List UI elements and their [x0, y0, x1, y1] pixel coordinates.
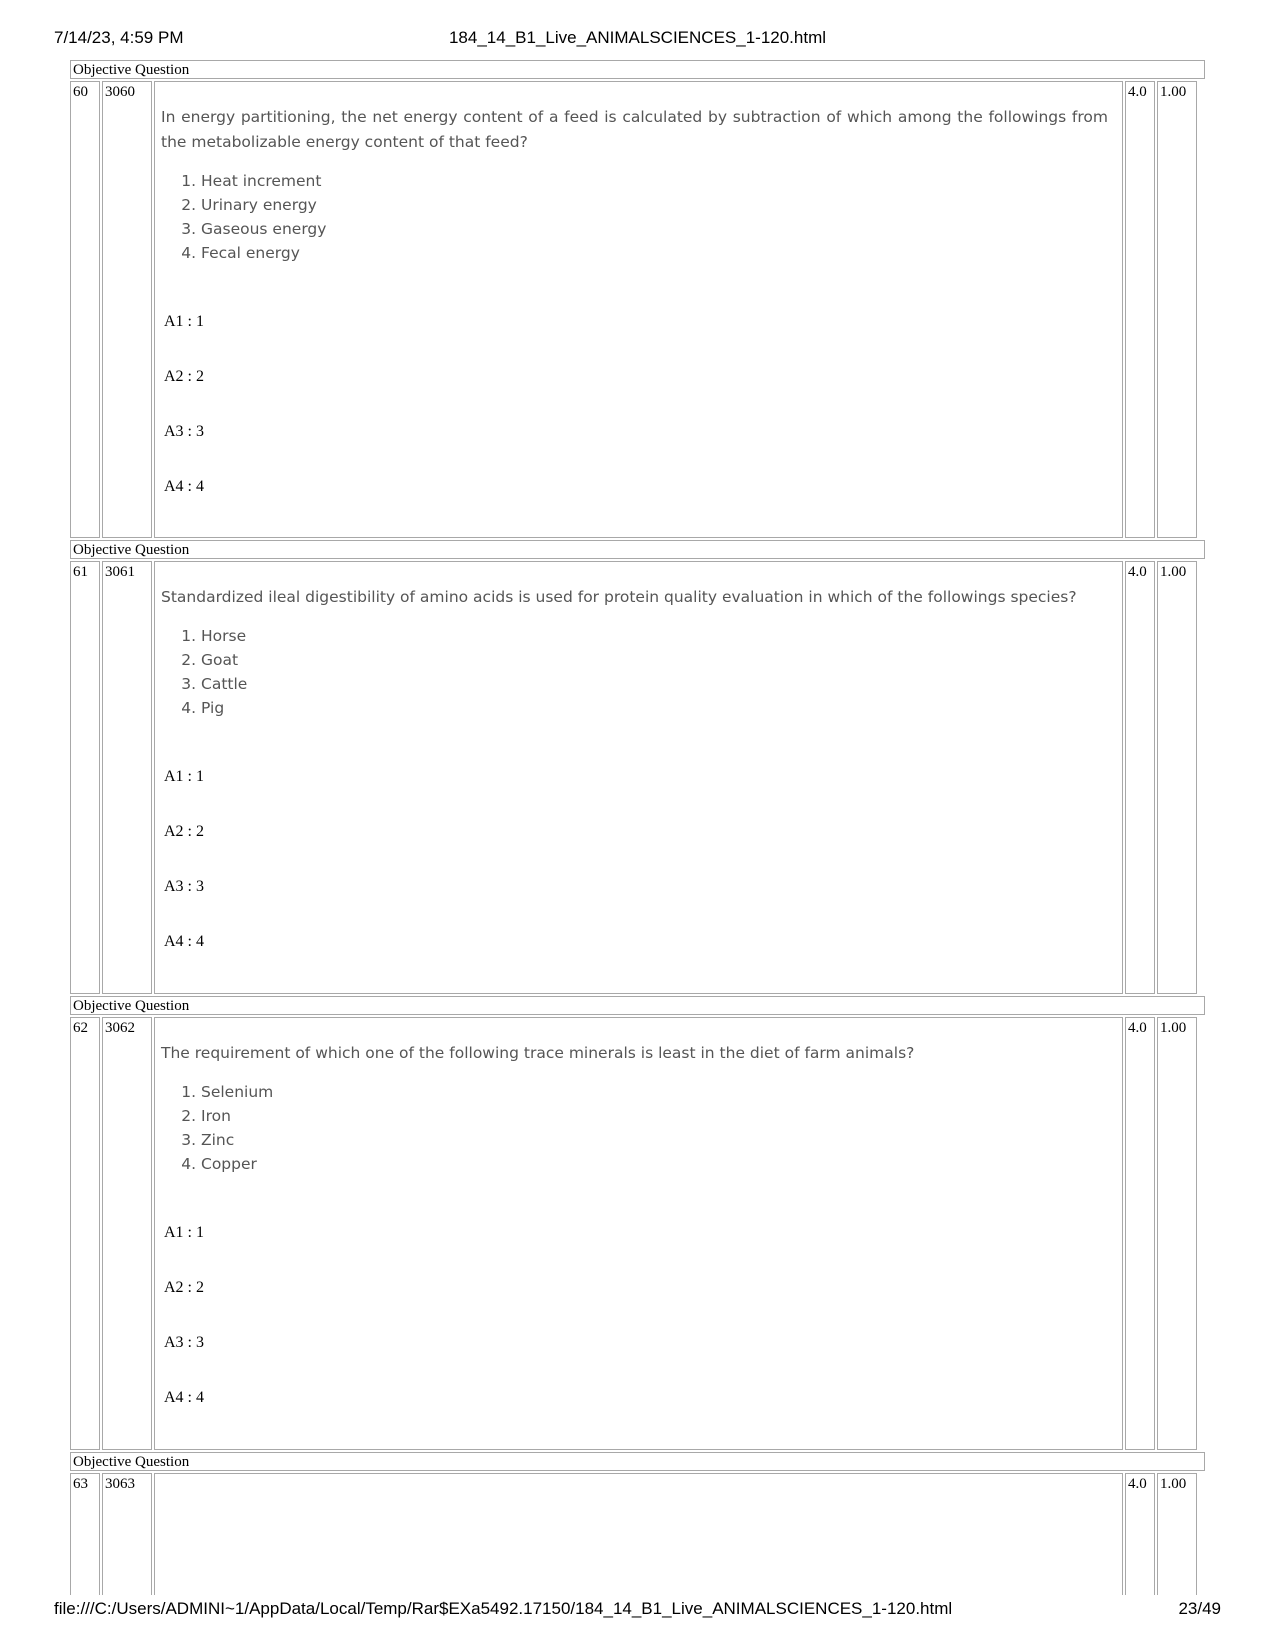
question-id: 3063: [102, 1473, 152, 1595]
question-block: [70, 540, 1205, 994]
option-item: 2. Goat: [201, 648, 1108, 672]
option-list: [161, 624, 1108, 720]
answer-item: A4 : 4: [164, 478, 204, 495]
negative-marks: 1.00: [1157, 1017, 1197, 1450]
answer-item: A4 : 4: [164, 1389, 204, 1406]
question-list: [70, 60, 1205, 1595]
question-body: [154, 1473, 1123, 1595]
answer-list: [161, 313, 1108, 533]
page-number: 23/49: [1178, 1599, 1221, 1618]
question-serial-number: 62: [70, 1017, 100, 1450]
negative-marks: 1.00: [1157, 561, 1197, 994]
answer-item: A4 : 4: [164, 933, 204, 950]
option-item: 4. Copper: [201, 1152, 1108, 1176]
question-body: [154, 561, 1123, 994]
question-marks: 4.0: [1125, 1473, 1155, 1595]
answer-item: A1 : 1: [164, 768, 204, 785]
answer-item: A1 : 1: [164, 1224, 204, 1241]
question-serial-number: 60: [70, 81, 100, 538]
question-row: [70, 81, 1205, 538]
option-list: [161, 169, 1108, 265]
answer-list: [161, 768, 1108, 988]
question-serial-number: 63: [70, 1473, 100, 1595]
question-block: [70, 60, 1205, 538]
question-row: [70, 1017, 1205, 1450]
question-type-label: Objective Question: [70, 60, 1205, 79]
question-serial-number: 61: [70, 561, 100, 994]
answer-list: [161, 1224, 1108, 1444]
answer-item: A3 : 3: [164, 878, 204, 895]
option-item: 1. Horse: [201, 624, 1108, 648]
option-item: 2. Urinary energy: [201, 193, 1108, 217]
option-item: 1. Heat increment: [201, 169, 1108, 193]
question-type-label: Objective Question: [70, 996, 1205, 1015]
question-type-label: Objective Question: [70, 540, 1205, 559]
answer-item: A3 : 3: [164, 1334, 204, 1351]
answer-item: A2 : 2: [164, 368, 204, 385]
question-body: [154, 1017, 1123, 1450]
print-datetime: 7/14/23, 4:59 PM: [54, 28, 184, 47]
option-item: 3. Cattle: [201, 672, 1108, 696]
negative-marks: 1.00: [1157, 81, 1197, 538]
negative-marks: 1.00: [1157, 1473, 1197, 1595]
question-marks: 4.0: [1125, 1017, 1155, 1450]
option-item: 3. Gaseous energy: [201, 217, 1108, 241]
question-row: [70, 1473, 1205, 1595]
option-item: 3. Zinc: [201, 1128, 1108, 1152]
answer-item: A3 : 3: [164, 423, 204, 440]
option-item: 4. Pig: [201, 696, 1108, 720]
option-item: 4. Fecal energy: [201, 241, 1108, 265]
answer-item: A1 : 1: [164, 313, 204, 330]
question-row: [70, 561, 1205, 994]
question-text: The requirement of which one of the following trace minerals is least in the diet of farm animals?: [161, 1044, 915, 1062]
answer-item: A2 : 2: [164, 1279, 204, 1296]
question-id: 3062: [102, 1017, 152, 1450]
question-marks: 4.0: [1125, 561, 1155, 994]
option-list: [161, 1080, 1108, 1176]
question-text: Standardized ileal digestibility of amino acids is used for protein quality evaluation in which of the followings species?: [161, 588, 1077, 606]
question-block: [70, 1452, 1205, 1595]
question-text: In energy partitioning, the net energy content of a feed is calculated by subtraction of which among the followings from the metabolizable energy content of that feed?: [161, 108, 1108, 151]
question-body: [154, 81, 1123, 538]
option-item: 2. Iron: [201, 1104, 1108, 1128]
document-title: 184_14_B1_Live_ANIMALSCIENCES_1-120.html: [448, 28, 827, 47]
option-item: 1. Selenium: [201, 1080, 1108, 1104]
file-path: file:///C:/Users/ADMINI~1/AppData/Local/Temp/Rar$EXa5492.17150/184_14_B1_Live_ANIMALSCIENCES_1-120.html: [54, 1599, 953, 1618]
answer-item: A2 : 2: [164, 823, 204, 840]
question-block: [70, 996, 1205, 1450]
question-id: 3061: [102, 561, 152, 994]
question-marks: 4.0: [1125, 81, 1155, 538]
question-id: 3060: [102, 81, 152, 538]
question-type-label: Objective Question: [70, 1452, 1205, 1471]
